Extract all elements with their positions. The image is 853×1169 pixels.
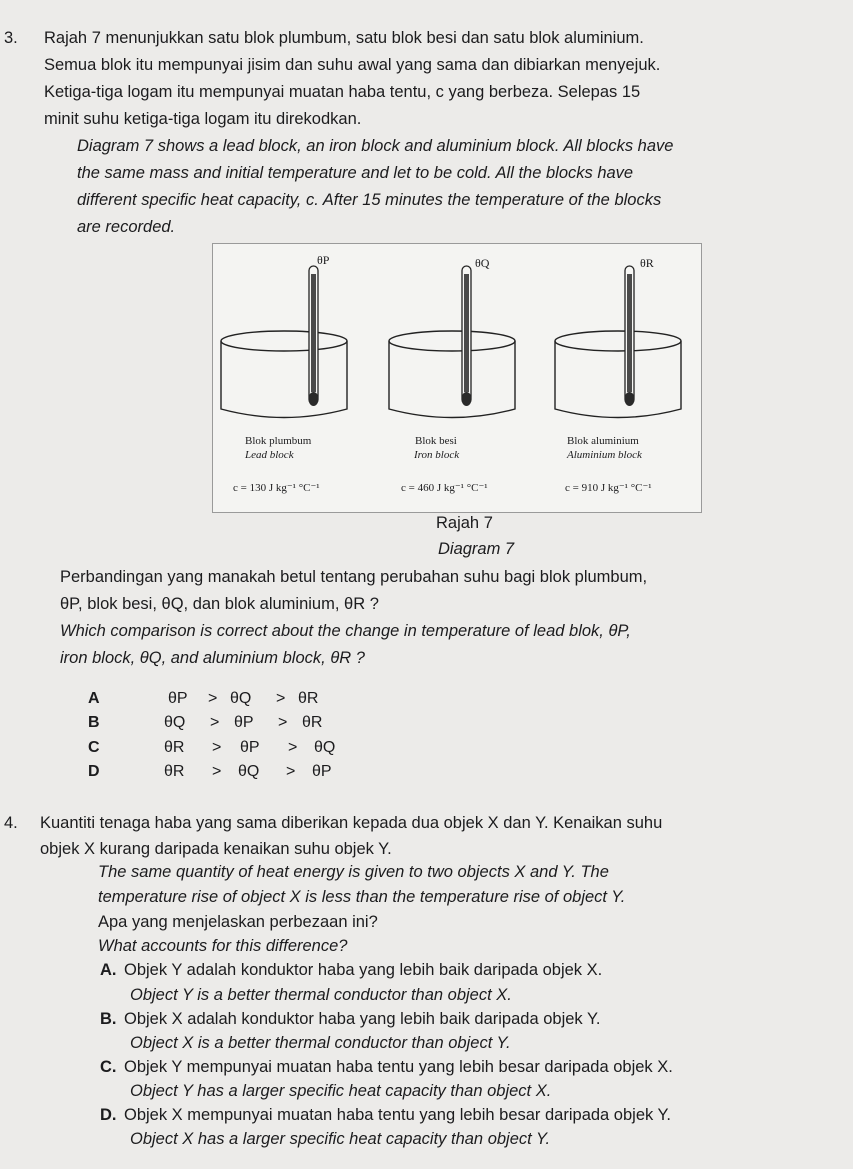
- q4-malay-line-2: objek X kurang daripada kenaikan suhu objek Y.: [40, 840, 392, 858]
- lead-block-c: c = 130 J kg⁻¹ °C⁻¹: [233, 482, 320, 494]
- option-malay: Objek X adalah konduktor haba yang lebih baik daripada objek Y.: [124, 1010, 601, 1028]
- option-letter: D.: [100, 1106, 117, 1124]
- iron-block-label-english: Iron block: [414, 449, 460, 461]
- q4-question-english: What accounts for this difference?: [98, 937, 348, 955]
- option-op-2: >: [286, 763, 296, 780]
- diagram-7: [212, 243, 702, 513]
- option-term-1: θP: [168, 690, 188, 707]
- option-term-1: θR: [164, 739, 185, 756]
- q3-english-line-3: different specific heat capacity, c. After 15 minutes the temperature of the blocks: [77, 191, 662, 209]
- label-theta-p: θP: [317, 253, 330, 267]
- option-op-1: >: [210, 714, 220, 731]
- option-malay: Objek Y adalah konduktor haba yang lebih baik daripada objek X.: [124, 961, 603, 979]
- q3-english-line-2: the same mass and initial temperature and let to be cold. All the blocks have: [77, 164, 634, 182]
- q3-english-line-4: are recorded.: [77, 218, 176, 236]
- q4-english-line-1: The same quantity of heat energy is given to two objects X and Y. The: [98, 863, 609, 881]
- lead-block-label-malay: Blok plumbum: [245, 435, 312, 447]
- aluminium-block-beaker: [555, 331, 681, 418]
- option-op-1: >: [212, 763, 222, 780]
- option-english: Object Y is a better thermal conductor than object X.: [130, 986, 512, 1004]
- option-term-2: θP: [240, 739, 260, 756]
- q3-question-english-line-2: iron block, θQ, and aluminium block, θR ?: [60, 649, 365, 667]
- option-term-1: θQ: [164, 714, 186, 731]
- option-english: Object X is a better thermal conductor than object Y.: [130, 1034, 511, 1052]
- option-op-2: >: [278, 714, 288, 731]
- option-english: Object Y has a larger specific heat capacity than object X.: [130, 1082, 552, 1100]
- option-english: Object X has a larger specific heat capacity than object Y.: [130, 1130, 551, 1148]
- q3-number: 3.: [4, 29, 18, 47]
- diagram-caption-malay: Rajah 7: [436, 514, 493, 532]
- option-term-2: θP: [234, 714, 254, 731]
- lead-block-label-english: Lead block: [245, 449, 294, 461]
- aluminium-block-c: c = 910 J kg⁻¹ °C⁻¹: [565, 482, 652, 494]
- thermometer-r: [625, 266, 635, 406]
- label-theta-r: θR: [640, 256, 654, 270]
- label-theta-q: θQ: [475, 256, 490, 270]
- q3-malay-line-2: Semua blok itu mempunyai jisim dan suhu awal yang sama dan dibiarkan menyejuk.: [44, 56, 661, 74]
- aluminium-block-label-malay: Blok aluminium: [567, 435, 639, 447]
- iron-block-beaker: [389, 331, 515, 418]
- diagram-7-illustration: [213, 244, 701, 512]
- option-op-1: >: [212, 739, 222, 756]
- diagram-caption-english: Diagram 7: [438, 540, 515, 558]
- option-term-2: θQ: [238, 763, 260, 780]
- option-op-2: >: [288, 739, 298, 756]
- iron-block-c: c = 460 J kg⁻¹ °C⁻¹: [401, 482, 488, 494]
- option-letter: C: [88, 739, 100, 756]
- option-term-3: θR: [298, 690, 319, 707]
- q3-question-malay-line-2: θP, blok besi, θQ, dan blok aluminium, θR ?: [60, 595, 379, 613]
- option-malay: Objek Y mempunyai muatan haba tentu yang lebih besar daripada objek X.: [124, 1058, 673, 1076]
- option-letter: C.: [100, 1058, 117, 1076]
- option-term-1: θR: [164, 763, 185, 780]
- q4-english-line-2: temperature rise of object X is less than the temperature rise of object Y.: [98, 888, 626, 906]
- q3-english-line-1: Diagram 7 shows a lead block, an iron block and aluminium block. All blocks have: [77, 137, 674, 155]
- option-letter: B: [88, 714, 100, 731]
- aluminium-block-label-english: Aluminium block: [567, 449, 642, 461]
- option-term-3: θQ: [314, 739, 336, 756]
- thermometer-p: [309, 266, 319, 406]
- q3-question-english-line-1: Which comparison is correct about the change in temperature of lead blok, θP,: [60, 622, 631, 640]
- q4-malay-line-1: Kuantiti tenaga haba yang sama diberikan kepada dua objek X dan Y. Kenaikan suhu: [40, 814, 663, 832]
- q3-malay-line-3: Ketiga-tiga logam itu mempunyai muatan haba tentu, c yang berbeza. Selepas 15: [44, 83, 641, 101]
- q3-malay-line-4: minit suhu ketiga-tiga logam itu direkodkan.: [44, 110, 362, 128]
- lead-block-beaker: [221, 331, 347, 418]
- option-op-1: >: [208, 690, 218, 707]
- option-malay: Objek X mempunyai muatan haba tentu yang lebih besar daripada objek Y.: [124, 1106, 672, 1124]
- option-op-2: >: [276, 690, 286, 707]
- q4-question-malay: Apa yang menjelaskan perbezaan ini?: [98, 913, 378, 931]
- q3-malay-line-1: Rajah 7 menunjukkan satu blok plumbum, satu blok besi dan satu blok aluminium.: [44, 29, 644, 47]
- iron-block-label-malay: Blok besi: [415, 435, 457, 447]
- option-letter: A.: [100, 961, 117, 979]
- thermometer-q: [462, 266, 472, 406]
- option-letter: B.: [100, 1010, 117, 1028]
- option-term-2: θQ: [230, 690, 252, 707]
- q4-number: 4.: [4, 814, 18, 832]
- option-letter: D: [88, 763, 100, 780]
- option-term-3: θR: [302, 714, 323, 731]
- option-term-3: θP: [312, 763, 332, 780]
- q3-question-malay-line-1: Perbandingan yang manakah betul tentang perubahan suhu bagi blok plumbum,: [60, 568, 648, 586]
- option-letter: A: [88, 690, 100, 707]
